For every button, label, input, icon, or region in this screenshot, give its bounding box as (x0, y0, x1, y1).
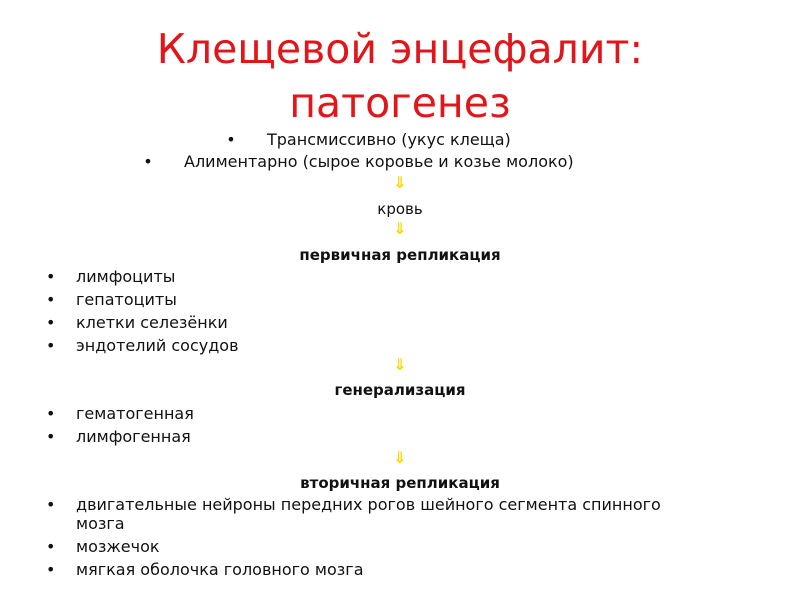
route-text: Алиментарно (сырое коровье и козье молоко) (184, 152, 574, 171)
step-generalization: генерализация (334, 381, 466, 399)
step-primary-replication: первичная репликация (299, 246, 501, 264)
primary-replication-list (46, 267, 746, 359)
list-item (46, 313, 746, 332)
bullet: • (46, 404, 56, 423)
route-item (0, 151, 800, 173)
transmission-routes (0, 129, 800, 173)
bullet: • (46, 313, 56, 332)
list-item (46, 336, 746, 355)
list-item (46, 290, 746, 309)
route-item (0, 129, 800, 151)
list-item-text: мозжечок (76, 537, 160, 556)
list-item-text: клетки селезёнки (76, 313, 228, 332)
step-blood: кровь (377, 200, 423, 218)
bullet: • (46, 495, 56, 514)
slide-title-line-1: Клещевой энцефалит: (156, 25, 644, 73)
list-item-text: лимфоциты (76, 267, 176, 286)
down-arrow-icon: ⇓ (393, 219, 407, 238)
list-item (46, 560, 746, 579)
generalization-list (46, 404, 746, 450)
bullet: • (46, 427, 56, 446)
list-item-text: гепатоциты (76, 290, 177, 309)
list-item-text: лимфогенная (76, 427, 191, 446)
list-item (46, 427, 746, 446)
list-item (46, 495, 676, 533)
bullet: • (46, 336, 56, 355)
step-secondary-replication: вторичная репликация (300, 474, 500, 492)
bullet: • (46, 267, 56, 286)
down-arrow-icon: ⇓ (393, 448, 407, 467)
down-arrow-icon: ⇓ (393, 355, 407, 374)
list-item-text: гематогенная (76, 404, 194, 423)
bullet: • (46, 537, 56, 556)
down-arrow-icon: ⇓ (393, 173, 407, 192)
list-item (46, 537, 746, 556)
secondary-replication-list (46, 495, 746, 583)
bullet: • (143, 152, 153, 171)
slide-title-line-2: патогенез (289, 79, 511, 127)
bullet: • (226, 130, 236, 149)
list-item-text: двигательные нейроны передних рогов шейного сегмента спинного мозга (76, 495, 661, 533)
list-item-text: эндотелий сосудов (76, 336, 239, 355)
bullet: • (46, 290, 56, 309)
slide-title (0, 22, 800, 130)
list-item (46, 404, 746, 423)
list-item (46, 267, 746, 286)
list-item-text: мягкая оболочка головного мозга (76, 560, 364, 579)
route-text: Трансмиссивно (укус клеща) (267, 130, 511, 149)
bullet: • (46, 560, 56, 579)
